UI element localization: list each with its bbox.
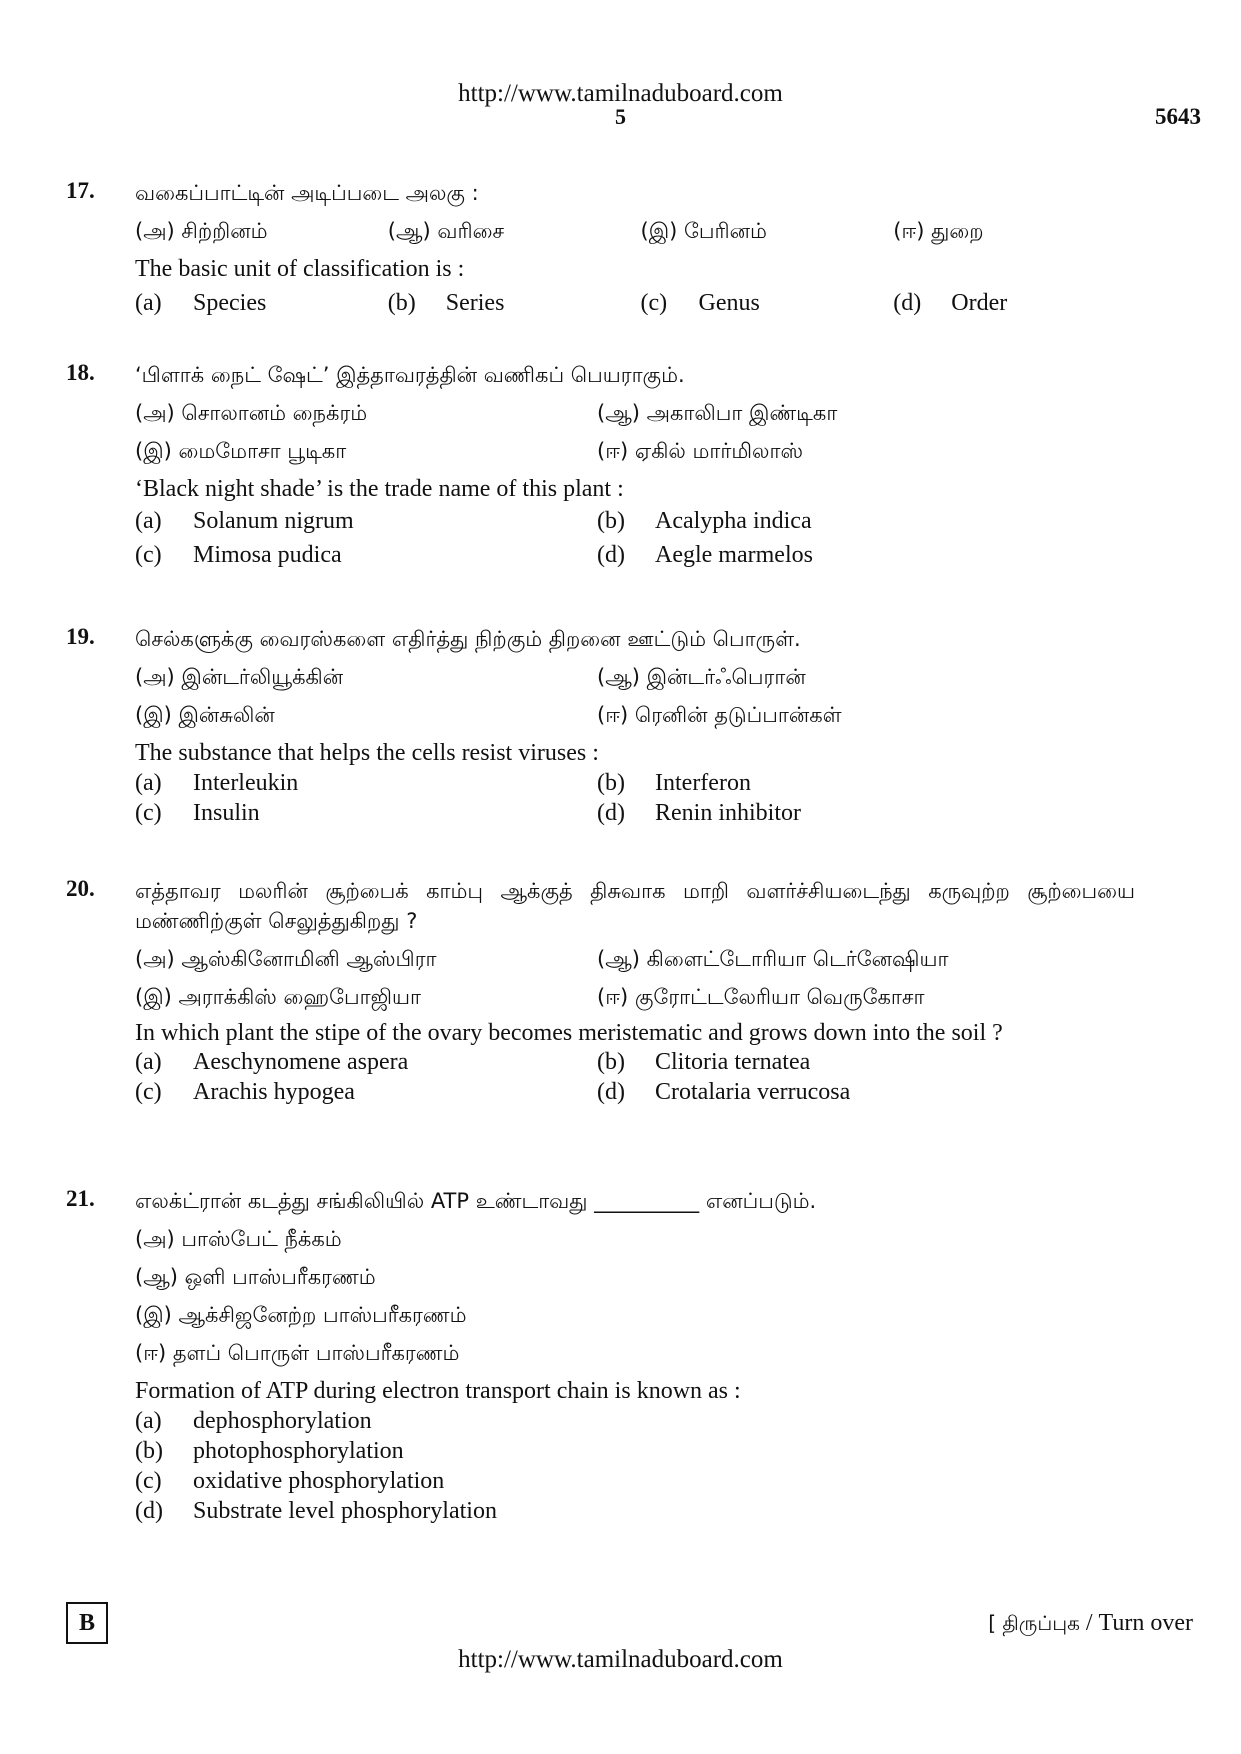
question-number: 17. bbox=[66, 178, 95, 203]
tamil-option: (இ) பேரினம் bbox=[640, 219, 767, 243]
booklet-letter-box: B bbox=[66, 1602, 108, 1644]
question-number: 18. bbox=[66, 360, 95, 385]
question-17 bbox=[66, 178, 1146, 318]
english-option: (d) Order bbox=[893, 290, 1008, 316]
header-url: http://www.tamilnaduboard.com bbox=[458, 80, 783, 107]
tamil-options bbox=[135, 216, 1146, 246]
english-option: (a) Interleukin bbox=[135, 770, 299, 796]
english-stem: ‘Black night shade’ is the trade name of this plant : bbox=[135, 476, 624, 502]
paper-code: 5643 bbox=[1155, 104, 1201, 129]
tamil-option: (அ) ஆஸ்கினோமினி ஆஸ்பிரா bbox=[135, 947, 437, 971]
tamil-option: (அ) இன்டர்லியூக்கின் bbox=[135, 665, 344, 689]
tamil-options bbox=[135, 662, 1146, 692]
english-option: (d) Renin inhibitor bbox=[597, 800, 801, 826]
question-number: 19. bbox=[66, 624, 95, 649]
english-option: (a) Species bbox=[135, 290, 267, 316]
english-option: (c) Insulin bbox=[135, 800, 260, 826]
english-stem: The basic unit of classification is : bbox=[135, 256, 465, 282]
english-options bbox=[135, 1077, 1146, 1107]
tamil-stem: ‘பிளாக் நைட் ஷேட்’ இத்தாவரத்தின் வணிகப் பெயராகும். bbox=[135, 363, 685, 387]
tamil-option: (ஆ) அகாலிபா இண்டிகா bbox=[597, 401, 838, 425]
english-options bbox=[135, 288, 1146, 318]
english-options bbox=[135, 506, 1146, 536]
english-options bbox=[135, 540, 1146, 570]
turn-over-tamil: [ திருப்புக bbox=[988, 1611, 1080, 1635]
english-option: (b) Acalypha indica bbox=[597, 508, 812, 534]
question-number: 20. bbox=[66, 876, 95, 901]
tamil-option: (ஈ) தளப் பொருள் பாஸ்பரீகரணம் bbox=[135, 1341, 460, 1365]
english-options bbox=[135, 768, 1146, 798]
english-option: (d) Crotalaria verrucosa bbox=[597, 1079, 851, 1105]
english-option: (c) Mimosa pudica bbox=[135, 542, 342, 568]
tamil-options bbox=[135, 436, 1146, 466]
tamil-option: (ஈ) குரோட்டலேரியா வெருகோசா bbox=[597, 985, 925, 1009]
english-stem: In which plant the stipe of the ovary becomes meristematic and grows down into the soil ? bbox=[135, 1020, 1003, 1046]
question-number: 21. bbox=[66, 1186, 95, 1211]
tamil-stem: எலக்ட்ரான் கடத்து சங்கிலியில் ATP உண்டாவது __________ எனப்படும். bbox=[135, 1189, 817, 1213]
english-option: (c) Genus bbox=[640, 290, 760, 316]
english-stem: Formation of ATP during electron transport chain is known as : bbox=[135, 1378, 741, 1404]
english-option: (d) Substrate level phosphorylation bbox=[135, 1498, 497, 1524]
tamil-option: (ஆ) கிளைட்டோரியா டெர்னேஷியா bbox=[597, 947, 949, 971]
tamil-option: (ஆ) ஒளி பாஸ்பரீகரணம் bbox=[135, 1265, 376, 1289]
tamil-option: (இ) அராக்கிஸ் ஹைபோஜியா bbox=[135, 985, 421, 1009]
footer-url: http://www.tamilnaduboard.com bbox=[458, 1646, 783, 1673]
english-option: (c) Arachis hypogea bbox=[135, 1079, 355, 1105]
tamil-option: (அ) சிற்றினம் bbox=[135, 219, 268, 243]
tamil-option: (ஈ) துறை bbox=[893, 219, 984, 243]
turn-over-english: / Turn over bbox=[1085, 1610, 1193, 1636]
english-option: (b) photophosphorylation bbox=[135, 1438, 404, 1464]
english-options bbox=[135, 798, 1146, 828]
tamil-option: (ஈ) ரெனின் தடுப்பான்கள் bbox=[597, 703, 842, 727]
english-option: (a) dephosphorylation bbox=[135, 1408, 372, 1434]
english-option: (a) Solanum nigrum bbox=[135, 508, 354, 534]
tamil-option: (இ) ஆக்சிஜனேற்ற பாஸ்பரீகரணம் bbox=[135, 1303, 467, 1327]
tamil-option: (இ) இன்சுலின் bbox=[135, 703, 275, 727]
tamil-stem: செல்களுக்கு வைரஸ்களை எதிர்த்து நிற்கும் திறனை ஊட்டும் பொருள். bbox=[135, 627, 801, 651]
tamil-option: (ஆ) இன்டர்ஃபெரான் bbox=[597, 665, 806, 689]
english-option: (b) Clitoria ternatea bbox=[597, 1049, 811, 1075]
tamil-option: (அ) சொலானம் நைக்ரம் bbox=[135, 401, 368, 425]
tamil-option: (இ) மைமோசா பூடிகா bbox=[135, 439, 347, 463]
english-stem: The substance that helps the cells resist viruses : bbox=[135, 740, 599, 766]
turn-over-note bbox=[988, 1610, 1193, 1638]
tamil-options bbox=[135, 944, 1146, 974]
english-options bbox=[135, 1047, 1146, 1077]
question-19 bbox=[66, 624, 1146, 828]
english-option: (b) Interferon bbox=[597, 770, 751, 796]
tamil-stem: எத்தாவர மலரின் சூற்பைக் காம்பு ஆக்குத் திசுவாக மாறி வளர்ச்சியடைந்து கருவுற்ற சூற்பையை மண்ணிற்குள் செலுத்துகிறது ? bbox=[135, 879, 1135, 933]
tamil-option: (ஈ) ஏகில் மார்மிலாஸ் bbox=[597, 439, 804, 463]
tamil-stem: வகைப்பாட்டின் அடிப்படை அலகு : bbox=[135, 181, 479, 205]
tamil-option: (அ) பாஸ்பேட் நீக்கம் bbox=[135, 1227, 342, 1251]
english-option: (c) oxidative phosphorylation bbox=[135, 1468, 445, 1494]
english-option: (b) Series bbox=[387, 290, 505, 316]
english-option: (a) Aeschynomene aspera bbox=[135, 1049, 409, 1075]
tamil-option: (ஆ) வரிசை bbox=[387, 219, 505, 243]
tamil-options bbox=[135, 982, 1146, 1012]
question-18 bbox=[66, 360, 1146, 570]
tamil-options bbox=[135, 398, 1146, 428]
page-number: 5 bbox=[615, 104, 626, 129]
english-option: (d) Aegle marmelos bbox=[597, 542, 813, 568]
question-20 bbox=[66, 876, 1146, 1107]
question-21 bbox=[66, 1186, 1146, 1526]
tamil-options bbox=[135, 700, 1146, 730]
